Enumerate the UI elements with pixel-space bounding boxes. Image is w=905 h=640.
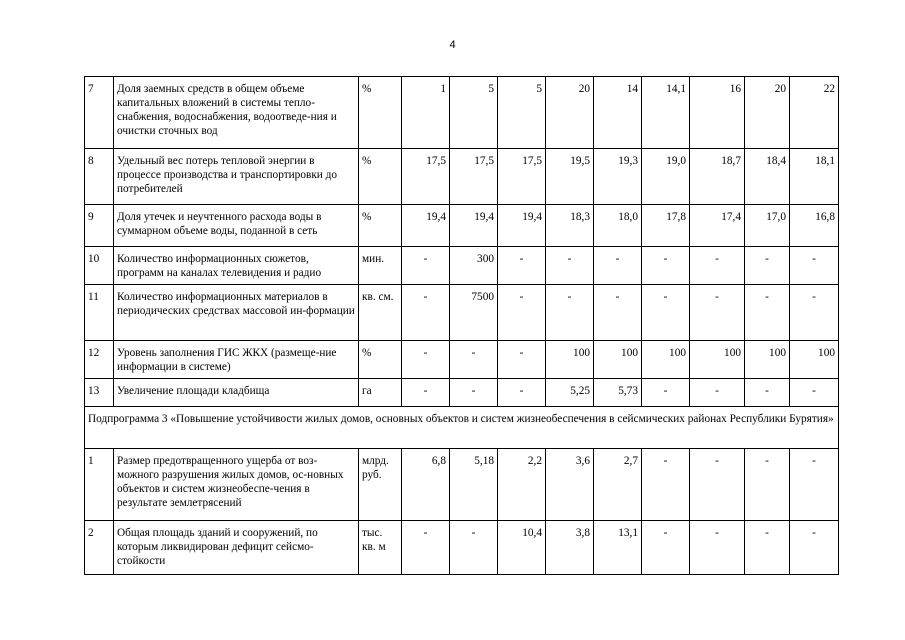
value-cell: - bbox=[690, 379, 745, 407]
subprogram-header-row bbox=[85, 407, 839, 449]
value-cell: - bbox=[690, 285, 745, 341]
value-cell: - bbox=[642, 379, 690, 407]
value-cell: - bbox=[642, 285, 690, 341]
unit-cell: кв. см. bbox=[359, 285, 402, 341]
value-cell: 17,5 bbox=[402, 149, 450, 205]
value-cell: - bbox=[498, 285, 546, 341]
value-cell: 17,4 bbox=[690, 205, 745, 247]
indicator-name: Уровень заполнения ГИС ЖКХ (размеще-ние информации в системе) bbox=[114, 341, 359, 379]
row-number: 8 bbox=[85, 149, 114, 205]
value-cell: - bbox=[790, 247, 839, 285]
value-cell: 19,4 bbox=[450, 205, 498, 247]
indicator-name: Количество информационных сюжетов, программ на каналах телевидения и радио bbox=[114, 247, 359, 285]
value-cell: 16 bbox=[690, 77, 745, 149]
value-cell: 5,25 bbox=[546, 379, 594, 407]
value-cell: - bbox=[402, 285, 450, 341]
value-cell: 6,8 bbox=[402, 449, 450, 521]
table-row bbox=[85, 247, 839, 285]
value-cell: 2,2 bbox=[498, 449, 546, 521]
value-cell: - bbox=[690, 449, 745, 521]
table-row bbox=[85, 149, 839, 205]
value-cell: 2,7 bbox=[594, 449, 642, 521]
value-cell: 5 bbox=[498, 77, 546, 149]
value-cell: - bbox=[790, 379, 839, 407]
value-cell: 13,1 bbox=[594, 521, 642, 575]
value-cell: - bbox=[402, 247, 450, 285]
value-cell: - bbox=[402, 521, 450, 575]
value-cell: 19,0 bbox=[642, 149, 690, 205]
row-number: 12 bbox=[85, 341, 114, 379]
subprogram-title: Подпрограмма 3 «Повышение устойчивости жилых домов, основных объектов и систем жизнеобеспечения в сейсмических районах Республики Бурятия» bbox=[85, 407, 839, 449]
row-number: 1 bbox=[85, 449, 114, 521]
row-number: 2 bbox=[85, 521, 114, 575]
row-number: 13 bbox=[85, 379, 114, 407]
page-number: 4 bbox=[449, 39, 456, 51]
unit-cell: % bbox=[359, 205, 402, 247]
indicator-name: Доля заемных средств в общем объеме капитальных вложений в системы тепло-снабжения, водоснабжения, водоотведе-ния и очистки сточных вод bbox=[114, 77, 359, 149]
value-cell: 7500 bbox=[450, 285, 498, 341]
indicators-table bbox=[84, 76, 839, 575]
value-cell: 14 bbox=[594, 77, 642, 149]
value-cell: 19,4 bbox=[402, 205, 450, 247]
indicator-name: Размер предотвращенного ущерба от воз-можного разрушения жилых домов, ос-новных объектов и систем жизнеобеспе-чения в результате землетрясений bbox=[114, 449, 359, 521]
value-cell: 18,3 bbox=[546, 205, 594, 247]
value-cell: 17,0 bbox=[745, 205, 790, 247]
value-cell: 19,3 bbox=[594, 149, 642, 205]
unit-cell: мин. bbox=[359, 247, 402, 285]
value-cell: 20 bbox=[745, 77, 790, 149]
value-cell: 10,4 bbox=[498, 521, 546, 575]
table-row bbox=[85, 521, 839, 575]
value-cell: - bbox=[498, 379, 546, 407]
value-cell: - bbox=[450, 379, 498, 407]
value-cell: - bbox=[745, 379, 790, 407]
value-cell: - bbox=[745, 449, 790, 521]
value-cell: 18,7 bbox=[690, 149, 745, 205]
unit-cell: % bbox=[359, 77, 402, 149]
value-cell: 100 bbox=[745, 341, 790, 379]
indicator-name: Количество информационных материалов в периодических средствах массовой ин-формации bbox=[114, 285, 359, 341]
value-cell: - bbox=[642, 449, 690, 521]
value-cell: 3,6 bbox=[546, 449, 594, 521]
value-cell: 20 bbox=[546, 77, 594, 149]
value-cell: - bbox=[690, 247, 745, 285]
value-cell: - bbox=[546, 247, 594, 285]
value-cell: 18,0 bbox=[594, 205, 642, 247]
row-number: 10 bbox=[85, 247, 114, 285]
table-row bbox=[85, 205, 839, 247]
value-cell: 17,5 bbox=[450, 149, 498, 205]
value-cell: - bbox=[402, 341, 450, 379]
value-cell: - bbox=[402, 379, 450, 407]
value-cell: 18,1 bbox=[790, 149, 839, 205]
indicator-name: Общая площадь зданий и сооружений, по которым ликвидирован дефицит сейсмо-стойкости bbox=[114, 521, 359, 575]
indicator-name: Удельный вес потерь тепловой энергии в процессе производства и транспортировки до потребителей bbox=[114, 149, 359, 205]
value-cell: - bbox=[642, 521, 690, 575]
unit-cell: тыс. кв. м bbox=[359, 521, 402, 575]
value-cell: - bbox=[498, 247, 546, 285]
value-cell: 17,8 bbox=[642, 205, 690, 247]
value-cell: 22 bbox=[790, 77, 839, 149]
unit-cell: млрд. руб. bbox=[359, 449, 402, 521]
table-row bbox=[85, 285, 839, 341]
value-cell: - bbox=[790, 285, 839, 341]
value-cell: 5,18 bbox=[450, 449, 498, 521]
value-cell: 100 bbox=[790, 341, 839, 379]
table-row bbox=[85, 77, 839, 149]
value-cell: - bbox=[690, 521, 745, 575]
value-cell: - bbox=[594, 247, 642, 285]
row-number: 11 bbox=[85, 285, 114, 341]
value-cell: 16,8 bbox=[790, 205, 839, 247]
value-cell: 18,4 bbox=[745, 149, 790, 205]
table-row bbox=[85, 341, 839, 379]
value-cell: 100 bbox=[594, 341, 642, 379]
value-cell: - bbox=[790, 521, 839, 575]
value-cell: 19,5 bbox=[546, 149, 594, 205]
indicator-name: Доля утечек и неучтенного расхода воды в суммарном объеме воды, поданной в сеть bbox=[114, 205, 359, 247]
unit-cell: % bbox=[359, 149, 402, 205]
value-cell: 100 bbox=[690, 341, 745, 379]
value-cell: 3,8 bbox=[546, 521, 594, 575]
value-cell: - bbox=[450, 521, 498, 575]
value-cell: 19,4 bbox=[498, 205, 546, 247]
value-cell: - bbox=[450, 341, 498, 379]
value-cell: 17,5 bbox=[498, 149, 546, 205]
value-cell: 5 bbox=[450, 77, 498, 149]
value-cell: 1 bbox=[402, 77, 450, 149]
value-cell: - bbox=[745, 285, 790, 341]
value-cell: 14,1 bbox=[642, 77, 690, 149]
table-row bbox=[85, 449, 839, 521]
value-cell: 100 bbox=[546, 341, 594, 379]
indicator-name: Увеличение площади кладбища bbox=[114, 379, 359, 407]
value-cell: - bbox=[594, 285, 642, 341]
value-cell: - bbox=[546, 285, 594, 341]
value-cell: - bbox=[790, 449, 839, 521]
unit-cell: % bbox=[359, 341, 402, 379]
value-cell: - bbox=[745, 247, 790, 285]
value-cell: - bbox=[642, 247, 690, 285]
row-number: 9 bbox=[85, 205, 114, 247]
value-cell: - bbox=[745, 521, 790, 575]
table-row bbox=[85, 379, 839, 407]
unit-cell: га bbox=[359, 379, 402, 407]
value-cell: 100 bbox=[642, 341, 690, 379]
value-cell: 300 bbox=[450, 247, 498, 285]
row-number: 7 bbox=[85, 77, 114, 149]
value-cell: 5,73 bbox=[594, 379, 642, 407]
value-cell: - bbox=[498, 341, 546, 379]
